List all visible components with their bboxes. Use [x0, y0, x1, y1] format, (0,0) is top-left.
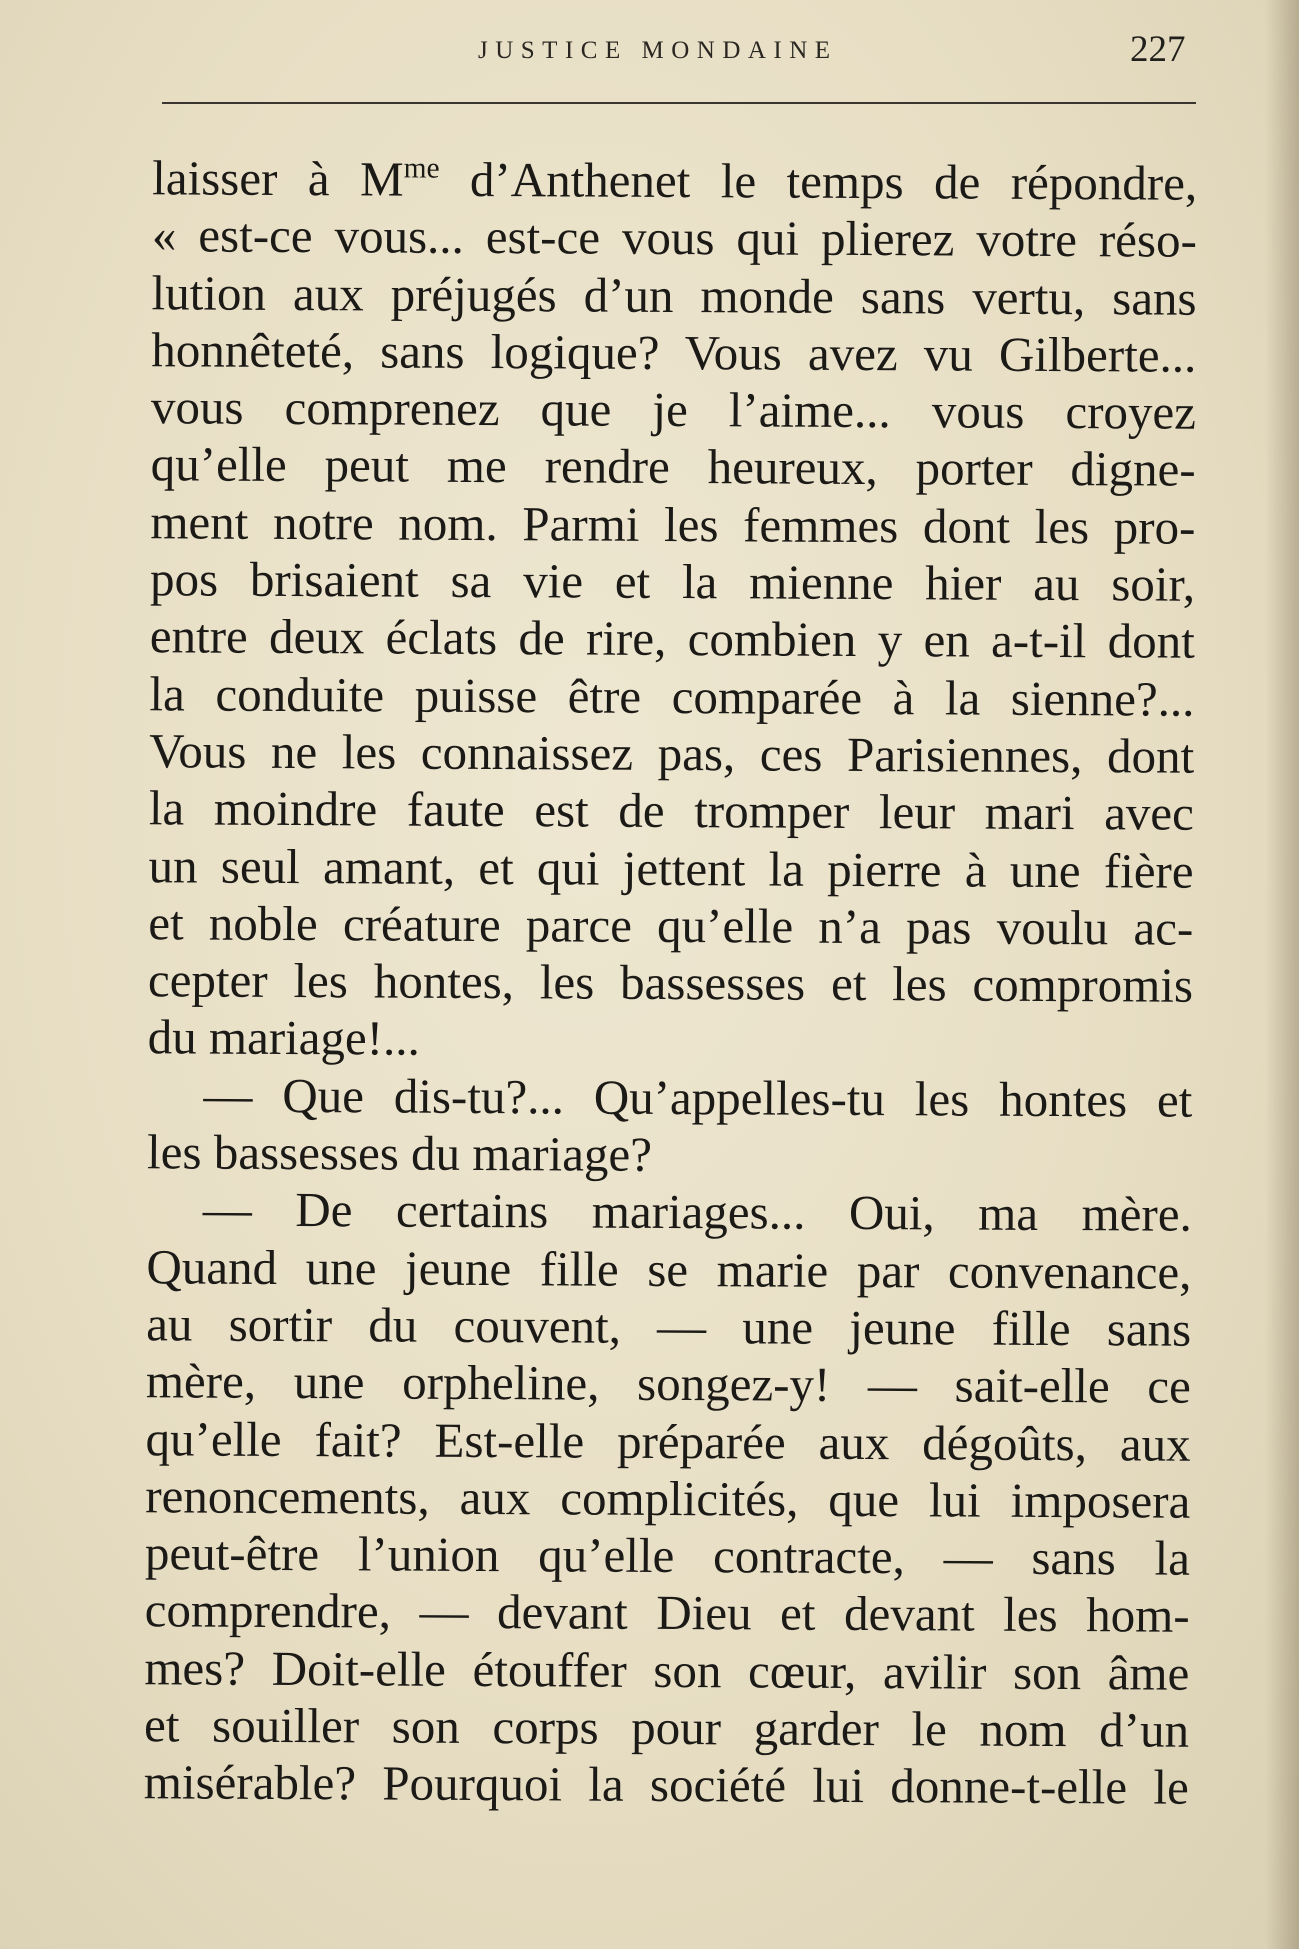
text-line [152, 149, 1197, 212]
text-line: et noble créature parce qu’elle n’a pas voulu ac- [148, 895, 1194, 956]
text-line: « est-ce vous... est-ce vous qui plierez votre réso- [151, 207, 1198, 269]
text-line: au sortir du couvent, — une jeune fille sans [146, 1296, 1192, 1357]
text-line: un seul amant, et qui jettent la pierre à une fière [148, 837, 1194, 899]
text-line: mère, une orpheline, songez-y! — sait-elle ce [145, 1353, 1192, 1414]
text-line: lution aux préjugés d’un monde sans vertu, sans [151, 264, 1197, 326]
text-line: et souiller son corps pour garder le nom d’un [143, 1697, 1190, 1758]
text-line: Quand une jeune fille se marie par convenance, [146, 1238, 1192, 1300]
text-line: la conduite puisse être comparée à la sienne?... [149, 665, 1195, 727]
text-line: ment notre nom. Parmi les femmes dont les pro- [150, 494, 1196, 555]
text-line: mes? Doit-elle étouffer son cœur, avilir son âme [144, 1639, 1190, 1701]
superscript: me [403, 152, 440, 185]
page-number: 227 [1130, 29, 1186, 70]
text-line: — De certains mariages... Oui, ma mère. [202, 1181, 1192, 1243]
text-line: entre deux éclats de rire, combien y en a-t-il dont [149, 608, 1195, 670]
text-line: misérable? Pourquoi la société lui donne-t-elle le [143, 1754, 1189, 1816]
running-title: JUSTICE MONDAINE [478, 37, 838, 64]
text-line: honnêteté, sans logique? Vous avez vu Gilberte... [151, 322, 1197, 383]
text-line: renoncements, aux complicités, que lui imposera [145, 1468, 1191, 1529]
text-line: qu’elle fait? Est-elle préparée aux dégoûts, aux [145, 1410, 1191, 1472]
text-line: peut-être l’union qu’elle contracte, — sans la [144, 1525, 1191, 1586]
text-line: pos brisaient sa vie et la mienne hier au soir, [149, 551, 1196, 612]
text-line: la moindre faute est de tromper leur mari avec [148, 780, 1195, 842]
paragraph [148, 149, 1198, 1071]
text-line: les bassesses du mariage? [146, 1124, 653, 1182]
text-segment: d’Anthenet le temps de répondre, [439, 151, 1198, 211]
text-line: qu’elle peut me rendre heureux, porter digne- [150, 436, 1196, 498]
text-line: — Que dis-tu?... Qu’appelles-tu les hontes et [203, 1067, 1193, 1128]
paragraph [144, 1181, 1192, 1817]
body-text [144, 149, 1198, 1816]
paragraph [147, 1066, 1193, 1186]
text-segment: laisser à M [152, 150, 404, 207]
page-edge-shadow [1265, 0, 1299, 1949]
text-line: cepter les hontes, les bassesses et les compromis [147, 952, 1194, 1013]
text-line: du mariage!... [147, 1009, 420, 1067]
text-line: comprendre, — devant Dieu et devant les hom- [144, 1582, 1190, 1644]
header-rule [162, 102, 1196, 104]
text-line: vous comprenez que je l’aime... vous croyez [150, 379, 1197, 440]
text-line: Vous ne les connaissez pas, ces Parisiennes, dont [149, 723, 1195, 784]
